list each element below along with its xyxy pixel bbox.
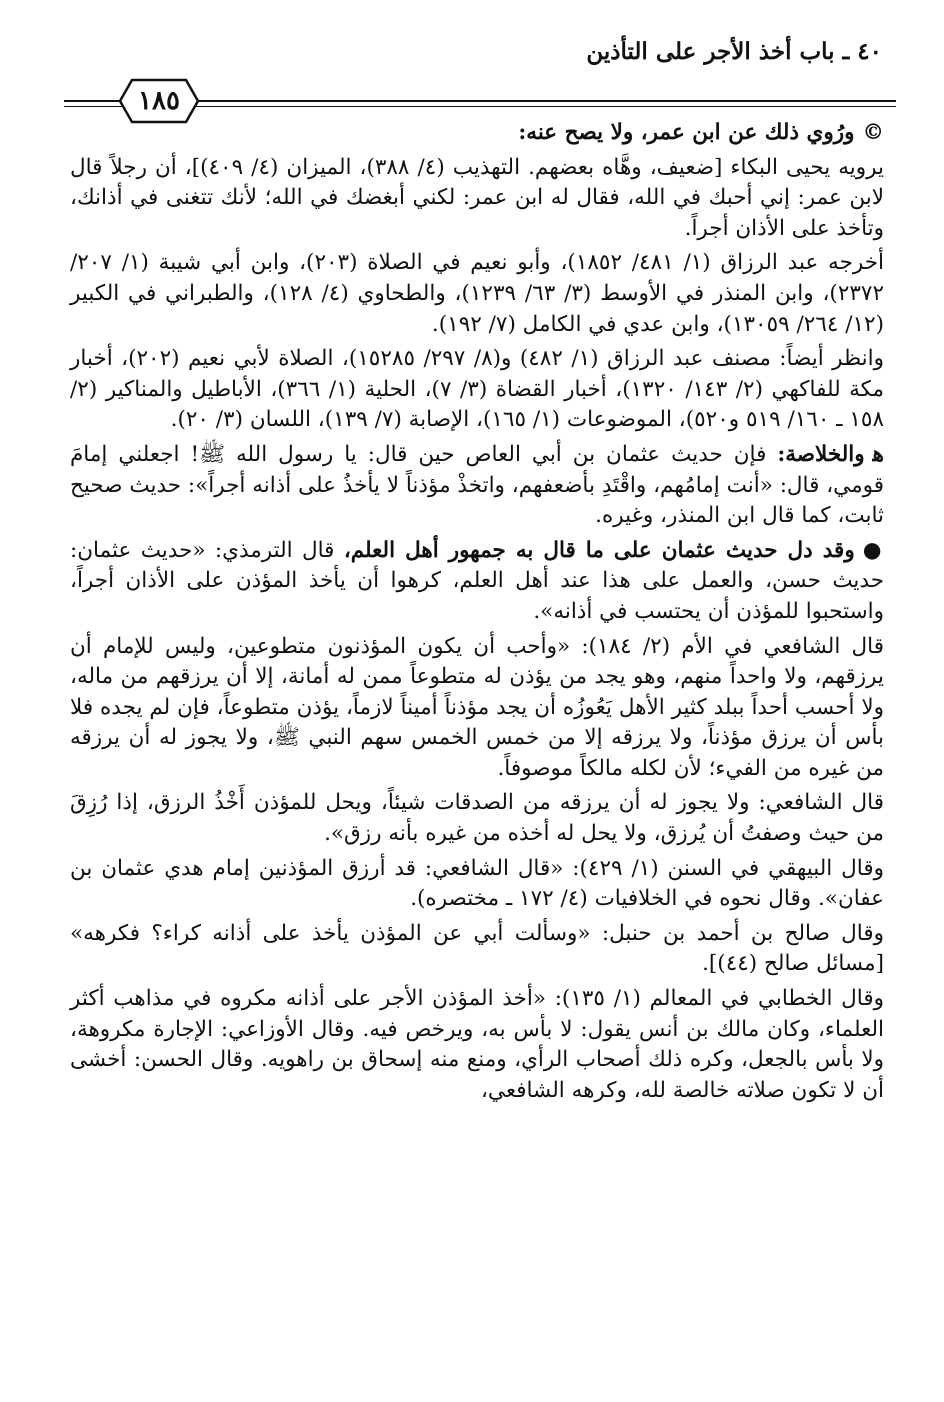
paragraph (70, 854, 884, 915)
paragraph-marker: ● (862, 537, 884, 563)
paragraph-text: أخرجه عبد الرزاق (١/ ٤٨١/ ١٨٥٢)، وأبو نعيم في الصلاة (٢٠٣)، وابن أبي شيبة (١/ ٢٠٧/ ٢٣٧٢)، وابن المنذر في الأوسط (٣/ ٦٣/ ١٢٣٩)، والطحاوي (٤/ ١٢٨)، والطبراني في الكبير (١٢/ ٢٦٤/ ١٣٠٥٩)، وابن عدي في الكامل (٧/ ١٩٢). (70, 250, 885, 337)
paragraph-marker: © (862, 120, 884, 145)
paragraph-text: فإن حديث عثمان بن أبي العاص حين قال: يا رسول الله ﷺ! اجعلني إمامَ قومي، قال: «أنت إمامُهم، واقْتَدِ بأضعفهم، واتخذْ مؤذناً لا يأخذُ على أذانه أجراً»: حديث صحيح ثابت، كما قال ابن المنذر، وغيره. (70, 441, 884, 529)
paragraph-text: وقال الخطابي في المعالم (١/ ١٣٥): «أخذ المؤذن الأجر على أذانه مكروه في مذاهب أكثر العلماء، وكان مالك بن أنس يقول: لا بأس به، ويرخص فيه. وقال الأوزاعي: الإجارة مكروهة، ولا بأس بالجعل، وكره ذلك أصحاب الرأي، ومنع منه إسحاق بن راهويه. وقال الحسن: أخشى أن لا تكون صلاته خالصة لله، وكرهه الشافعي، (70, 986, 885, 1103)
paragraph-text: يرويه يحيى البكاء [ضعيف، وهَّاه بعضهم. التهذيب (٤/ ٣٨٨)، الميزان (٤/ ٤٠٩)]، أن رجلاً قال لابن عمر: إني أحبك في الله، فقال له ابن عمر: لكني أبغضك في الله؛ لأنك تتغنى في أذانك، وتأخذ على الأذان أجراً. (70, 154, 885, 241)
paragraph-text: قال الشافعي: ولا يجوز له أن يرزقه من الصدقات شيئاً، ويحل للمؤذن أَخْذُ الرزق، إذا رُزِقَ من حيث وصفتُ أن يُرزق، ولا يحل له أخذه من غيره بأنه رزق». (70, 790, 884, 847)
paragraph (70, 344, 884, 436)
paragraph-bold: والخلاصة: (777, 441, 865, 467)
paragraph (70, 440, 884, 532)
paragraph (70, 788, 884, 849)
paragraph (70, 984, 884, 1106)
paragraph (70, 153, 884, 245)
paragraph-text: وانظر أيضاً: مصنف عبد الرزاق (١/ ٤٨٢) و(٨/ ٢٩٧/ ١٥٢٨٥)، الصلاة لأبي نعيم (٢٠٢)، أخبار مكة للفاكهي (٢/ ١٤٣/ ١٣٢٠)، أخبار القضاة (٣/ ٧)، الحلية (١/ ٣٦٦)، الأباطيل والمناكير (٢/ ١٥٨ ـ ١٦٠/ ٥١٩ و٥٢٠)، الموضوعات (١/ ١٦٥)، الإصابة (٧/ ١٣٩)، اللسان (٣/ ٢٠). (70, 346, 885, 433)
paragraph (70, 919, 884, 980)
page-header (64, 34, 896, 116)
paragraph (70, 536, 884, 628)
paragraph (70, 118, 884, 149)
chapter-title: ٤٠ ـ باب أخذ الأجر على التأذين (586, 38, 882, 65)
paragraph-text: وقال صالح بن أحمد بن حنبل: «وسألت أبي عن المؤذن يأخذ على أذانه كراء؟ فكرهه» [مسائل صالح (٤٤)]. (70, 920, 884, 977)
paragraph-bold: ورُوي ذلك عن ابن عمر، ولا يصح عنه: (518, 120, 855, 145)
page-number: ١٨٥ (138, 86, 180, 116)
paragraph-text: وقال البيهقي في السنن (١/ ٤٢٩): «قال الشافعي: قد أرزق المؤذنين إمام هدي عثمان بن عفان». وقال نحوه في الخلافيات (٤/ ١٧٢ ـ مختصره). (70, 855, 884, 912)
paragraph-bold: وقد دل حديث عثمان على ما قال به جمهور أهل العلم، (343, 537, 855, 563)
paragraph-text: قال الترمذي: «حديث عثمان: حديث حسن، والعمل على هذا عند أهل العلم، كرهوا أن يأخذ المؤذن على الأذان أجراً، واستحبوا للمؤذن أن يحتسب في أذانه». (70, 537, 884, 624)
paragraph-text: قال الشافعي في الأم (٢/ ١٨٤): «وأحب أن يكون المؤذنون متطوعين، وليس للإمام أن يرزقهم، ولا واحداً منهم، وهو يجد من يؤذن له متطوعاً ممن له أمانة، إلا أن يرزقهم من ماله، ولا أحسب أحداً ببلد كثير الأهل يَعُوزُه أن يجد مؤذناً أميناً لازماً، يؤذن متطوعاً، فإن لم يجده فلا بأس أن يرزق مؤذناً، ولا يرزقه إلا من خمس الخمس سهم النبي ﷺ، ولا يجوز له أن يرزقه من غيره من الفيء؛ لأن لكله مالكاً موصوفاً. (70, 633, 884, 781)
page-body (70, 118, 884, 1110)
paragraph-marker: ﻫ (872, 441, 884, 467)
paragraph (70, 632, 884, 785)
paragraph (70, 248, 884, 340)
